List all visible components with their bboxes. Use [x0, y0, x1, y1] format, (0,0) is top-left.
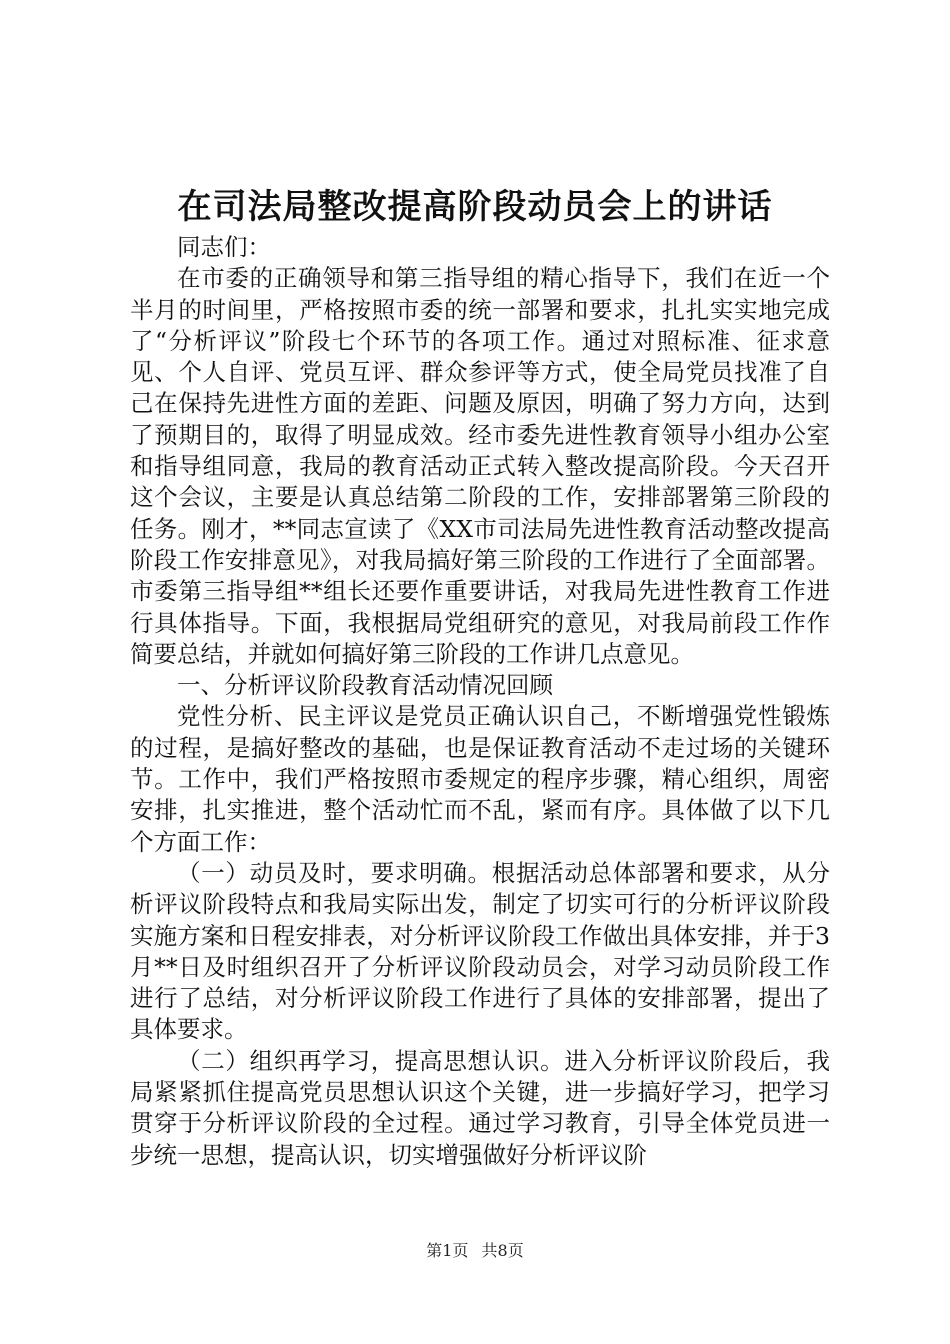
page-footer	[0, 1239, 950, 1263]
document-title: 在司法局整改提高阶段动员会上的讲话	[177, 187, 773, 227]
paragraph-item-1: （一）动员及时，要求明确。根据活动总体部署和要求，从分析评议阶段特点和我局实际出发，制定了切实可行的分析评议阶段实施方案和日程安排表，对分析评议阶段工作做出具体安排，并于3月**日及时组织召开了分析评议阶段动员会，对学习动员阶段工作进行了总结，对分析评议阶段工作进行了具体的安排部署，提出了具体要求。	[130, 858, 830, 1044]
document-body	[130, 232, 830, 1171]
section-heading-1: 一、分析评议阶段教育活动情况回顾	[177, 671, 553, 700]
paragraph-item-2: （二）组织再学习，提高思想认识。进入分析评议阶段后，我局紧紧抓住提高党员思想认识这个关键，进一步搞好学习，把学习贯穿于分析评议阶段的全过程。通过学习教育，引导全体党员进一步统一思想，提高认识，切实增强做好分析评议阶	[130, 1046, 830, 1169]
salutation: 同志们：	[177, 233, 271, 261]
paragraph-intro: 在市委的正确领导和第三指导组的精心指导下，我们在近一个半月的时间里，严格按照市委的统一部署和要求，扎扎实实地完成了“分析评议”阶段七个环节的各项工作。通过对照标准、征求意见、个人自评、党员互评、群众参评等方式，使全局党员找准了自己在保持先进性方面的差距、问题及原因，明确了努力方向，达到了预期目的，取得了明显成效。经市委先进性教育领导小组办公室和指导组同意，我局的教育活动正式转入整改提高阶段。今天召开这个会议，主要是认真总结第二阶段的工作，安排部署第三阶段的任务。刚才，**同志宣读了《XX市司法局先进性教育活动整改提高阶段工作安排意见》，对我局搞好第三阶段的工作进行了全面部署。市委第三指导组**组长还要作重要讲话，对我局先进性教育工作进行具体指导。下面，我根据局党组研究的意见，对我局前段工作作简要总结，并就如何搞好第三阶段的工作讲几点意见。	[130, 264, 830, 668]
page-number: 第1页	[426, 1241, 469, 1260]
page-total: 共8页	[481, 1241, 524, 1260]
paragraph-section-1: 党性分析、民主评议是党员正确认识自己，不断增强党性锻炼的过程，是搞好整改的基础，也是保证教育活动不走过场的关键环节。工作中，我们严格按照市委规定的程序步骤，精心组织，周密安排，扎实推进，整个活动忙而不乱，紧而有序。具体做了以下几个方面工作：	[130, 702, 830, 856]
